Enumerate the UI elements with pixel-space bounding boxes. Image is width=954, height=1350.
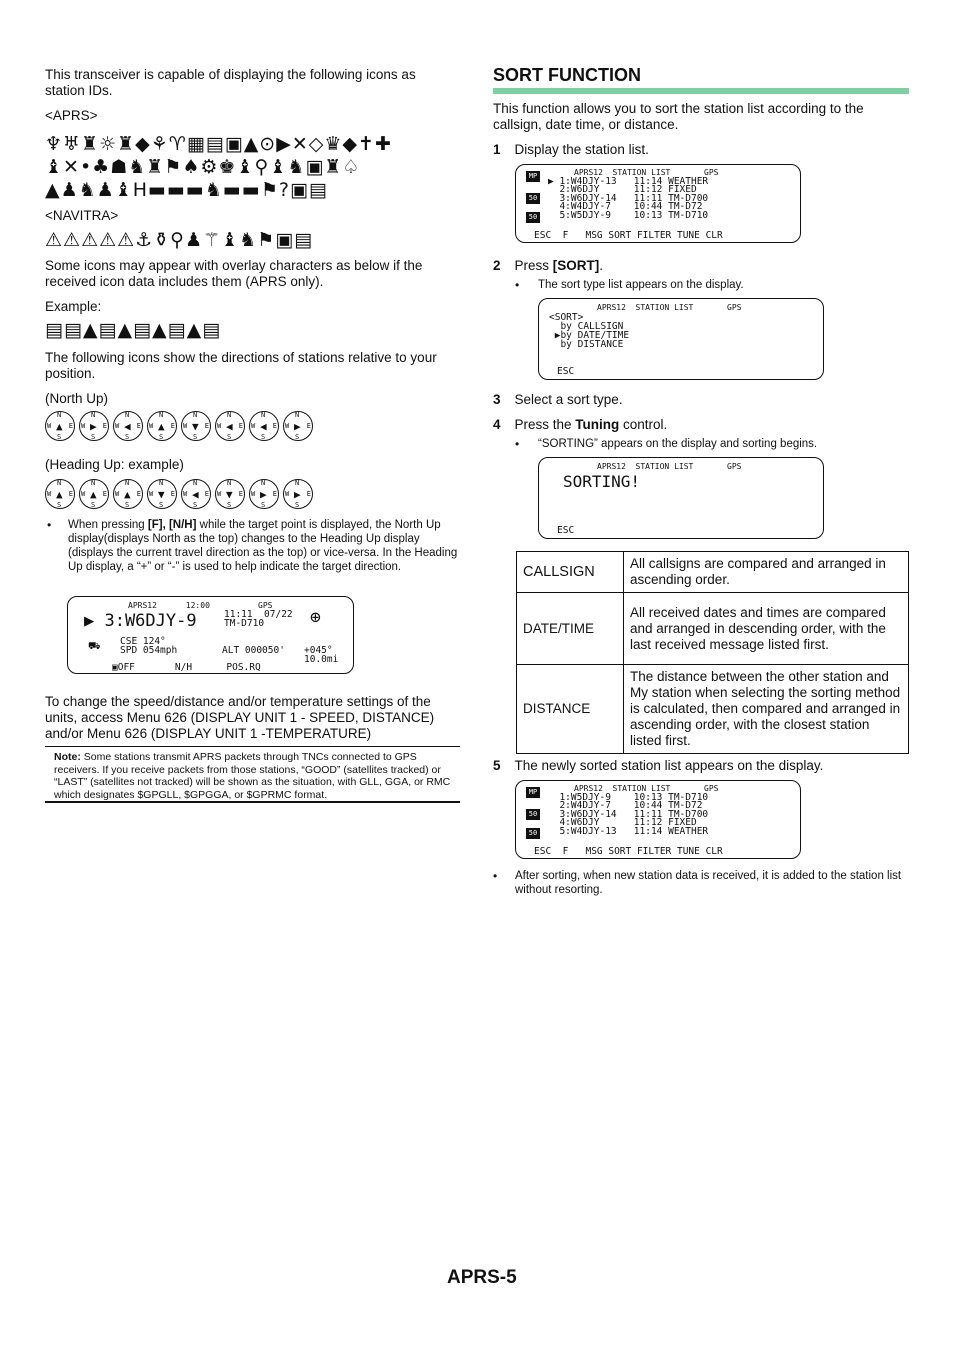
step-4-note: “SORTING” appears on the display and sorting begins.	[538, 438, 818, 450]
car-icon: ⛟	[88, 641, 101, 652]
table-desc: The distance between the other station and My station when selecting the sorting method is calculated, then compared and arranged in ascending order, with the closest station listed first.	[624, 665, 909, 754]
compass-direction-icon	[283, 479, 313, 509]
heading-up-label: (Heading Up: example)	[45, 457, 184, 472]
compass-letter: S	[193, 501, 198, 509]
lcd-header: APRS12 STATION LIST GPS	[574, 784, 719, 793]
compass-direction-icon	[147, 411, 177, 441]
badge: 50	[526, 193, 540, 204]
example-icons: ▤▤▲▤▲▤▲▤▲▤	[45, 319, 222, 341]
note-bottom-rule	[45, 801, 460, 803]
heading-up-icons	[45, 479, 313, 509]
compass-letter: E	[306, 490, 311, 498]
compass-letter: N	[125, 479, 130, 487]
compass-direction-icon	[147, 479, 177, 509]
compass-letter: W	[81, 490, 86, 498]
compass-letter: S	[261, 501, 266, 509]
compass-letter: E	[238, 490, 243, 498]
table-desc: All received dates and times are compared and arranged in descending order, with the last received message listed first.	[624, 593, 909, 665]
table-row	[517, 665, 909, 754]
lcd-header: APRS12 12:00 GPS	[128, 601, 273, 610]
compass-letter: E	[102, 422, 107, 430]
direction-text: The following icons show the directions of stations relative to your position.	[45, 350, 437, 381]
list-row: 2:W4DJY-7 10:44 TM-D72	[548, 800, 703, 811]
list-row: 5:W5DJY-9 10:13 TM-D710	[548, 210, 709, 221]
compass-letter: E	[68, 422, 73, 430]
table-key: DISTANCE	[517, 665, 624, 754]
intro-text: This transceiver is capable of displaying the following icons as station IDs.	[45, 67, 416, 98]
compass-letter: S	[159, 501, 164, 509]
compass-letter: S	[193, 433, 198, 441]
compass-letter: W	[81, 422, 86, 430]
mp-badge: MP	[526, 171, 540, 182]
north-heading-note: When pressing [F], [N/H] while the target point is displayed, the North Up display(displays North as the top) changes to the Heading Up display (displays the current travel direction as the top) or vice-versa. In the Heading Up display, a “+” or “-” is used to help indicate the target direction.	[68, 519, 458, 573]
sorting-display	[538, 457, 824, 539]
compass-letter: E	[136, 490, 141, 498]
compass-letter: W	[285, 490, 290, 498]
compass-letter: S	[295, 433, 300, 441]
compass-letter: E	[170, 490, 175, 498]
compass-letter: N	[159, 479, 164, 487]
bullet-dot: •	[47, 518, 52, 532]
compass-letter: E	[136, 422, 141, 430]
list-row: ▶ 1:W4DJY-13 11:14 WEATHER	[548, 176, 709, 187]
sorting-message: SORTING!	[563, 472, 641, 491]
compass-letter: N	[159, 411, 164, 419]
navitra-label: <NAVITRA>	[45, 208, 119, 223]
lcd-softkeys: ESC	[557, 366, 575, 377]
direction-arrow-icon: ◀	[260, 420, 267, 433]
direction-arrow-icon: ▶	[90, 420, 97, 433]
table-desc: All callsigns are compared and arranged in ascending order.	[624, 552, 909, 593]
unit-change-text: To change the speed/distance and/or temperature settings of the units, access Menu 626 (DISPLAY UNIT 1 - SPEED, DISTANCE) and/or Menu 626 (DISPLAY UNIT 1 -TEMPERATURE)	[45, 694, 435, 741]
compass-letter: W	[47, 422, 52, 430]
compass-letter: E	[204, 490, 209, 498]
compass-letter: N	[261, 479, 266, 487]
compass-letter: N	[227, 479, 232, 487]
compass-letter: S	[125, 433, 130, 441]
sort-option: ▶by DATE/TIME	[549, 330, 630, 341]
list-row: 3:W6DJY-14 11:11 TM-D700	[548, 809, 709, 820]
compass-letter: E	[102, 490, 107, 498]
compass-letter: S	[261, 433, 266, 441]
lcd-spd: SPD 054mph	[120, 645, 178, 656]
compass-letter: N	[295, 479, 300, 487]
list-row: 5:W4DJY-13 11:14 WEATHER	[548, 826, 709, 837]
direction-arrow-icon: ◀	[192, 488, 199, 501]
badge: 50	[526, 828, 540, 839]
compass-letter: S	[91, 433, 96, 441]
compass-direction-icon	[45, 411, 75, 441]
lcd-time: 11:11 07/22	[224, 609, 293, 620]
aprs-icons-row-2: ♝✕•♣☗♞♜⚑♠⚙♚♝⚲♝♞▣♜♤	[45, 156, 361, 178]
compass-letter: S	[295, 501, 300, 509]
compass-letter: E	[170, 422, 175, 430]
lcd-callsign: ▶ 3:W6DJY-9	[84, 611, 197, 631]
lcd-compass-icon: ⊕	[310, 607, 321, 628]
compass-direction-icon	[113, 411, 143, 441]
table-key: DATE/TIME	[517, 593, 624, 665]
compass-letter: S	[125, 501, 130, 509]
compass-direction-icon	[249, 479, 279, 509]
section-heading: SORT FUNCTION	[493, 65, 641, 85]
lcd-distance: 10.0mi	[304, 654, 339, 665]
compass-letter: N	[261, 411, 266, 419]
page-number: APRS-5	[447, 1267, 517, 1288]
compass-letter: W	[115, 490, 120, 498]
step-5: 5 The newly sorted station list appears on the display.	[493, 758, 824, 773]
list-row: 2:W6DJY 11:12 FIXED	[548, 184, 697, 195]
compass-letter: N	[91, 479, 96, 487]
mp-badge: MP	[526, 787, 540, 798]
example-label: Example:	[45, 299, 102, 314]
compass-letter: W	[47, 490, 52, 498]
gps-note: Note: Some stations transmit APRS packets through TNCs connected to GPS receivers. If you receive packets from those stations, “GOOD” (satellites tracked) or “LAST” (satellites not tracked) will be shown as the situation, with GLL, GGA, or RMC which designates $GPGLL, $GPGGA, or $GPRMC format.	[54, 751, 451, 801]
station-detail-display	[67, 596, 354, 674]
sort-title: <SORT>	[549, 312, 584, 323]
compass-letter: W	[149, 422, 154, 430]
compass-direction-icon	[79, 479, 109, 509]
direction-arrow-icon: ▲	[56, 420, 63, 433]
sort-method-table	[516, 551, 909, 754]
bullet-dot: •	[515, 437, 520, 451]
compass-letter: N	[125, 411, 130, 419]
compass-direction-icon	[79, 411, 109, 441]
compass-letter: W	[183, 422, 188, 430]
compass-letter: W	[285, 422, 290, 430]
lcd-softkeys: ▣OFF N/H POS.RQ	[112, 662, 261, 673]
direction-arrow-icon: ▼	[158, 488, 165, 501]
direction-arrow-icon: ▶	[294, 488, 301, 501]
north-up-label: (North Up)	[45, 391, 109, 406]
direction-arrow-icon: ▼	[226, 488, 233, 501]
table-row	[517, 593, 909, 665]
direction-arrow-icon: ▲	[158, 420, 165, 433]
heading-rule	[493, 88, 909, 94]
bullet-dot: •	[515, 278, 520, 292]
compass-letter: W	[251, 422, 256, 430]
compass-letter: W	[115, 422, 120, 430]
lcd-softkeys: ESC	[557, 525, 575, 536]
note-top-rule	[45, 746, 460, 747]
step-1: 1 Display the station list.	[493, 142, 649, 157]
compass-letter: S	[57, 501, 62, 509]
compass-letter: S	[159, 433, 164, 441]
step-3: 3 Select a sort type.	[493, 392, 623, 407]
compass-letter: S	[57, 433, 62, 441]
compass-letter: W	[183, 490, 188, 498]
north-up-icons	[45, 411, 313, 441]
lcd-header: APRS12 STATION LIST GPS	[597, 462, 742, 471]
compass-letter: W	[149, 490, 154, 498]
direction-arrow-icon: ▼	[192, 420, 199, 433]
badge: 50	[526, 212, 540, 223]
bullet-dot: •	[493, 869, 498, 883]
list-row: 1:W5DJY-9 10:13 TM-D710	[548, 792, 709, 803]
compass-letter: E	[238, 422, 243, 430]
direction-arrow-icon: ▶	[294, 420, 301, 433]
compass-direction-icon	[215, 479, 245, 509]
table-row	[517, 552, 909, 593]
aprs-label: <APRS>	[45, 108, 98, 123]
lcd-cse: CSE 124°	[120, 636, 166, 647]
direction-arrow-icon: ◀	[226, 420, 233, 433]
compass-direction-icon	[249, 411, 279, 441]
navitra-icons: ⚠⚠⚠⚠⚠⚓⚱⚲♟⚚♝♞⚑▣▤	[45, 229, 314, 251]
aprs-icons-row-3: ▲♟♞♟♝H▬▬▬♞▬▬⚑?▣▤	[45, 179, 328, 201]
lcd-alt: ALT 000050'	[222, 645, 285, 656]
compass-direction-icon	[45, 479, 75, 509]
compass-letter: E	[272, 490, 277, 498]
step-2-note: The sort type list appears on the display.	[538, 279, 744, 291]
sort-option: by DISTANCE	[549, 339, 624, 350]
compass-letter: N	[57, 411, 62, 419]
compass-letter: W	[217, 490, 222, 498]
step-4: 4 Press the Tuning control.	[493, 417, 668, 432]
lcd-header: APRS12 STATION LIST GPS	[574, 168, 719, 177]
compass-letter: N	[193, 479, 198, 487]
list-row: 4:W4DJY-7 10:44 TM-D72	[548, 201, 703, 212]
direction-arrow-icon: ▲	[90, 488, 97, 501]
sort-intro: This function allows you to sort the station list according to the callsign, date time, or distance.	[493, 101, 864, 132]
sort-type-display	[538, 298, 824, 380]
step-5-note: After sorting, when new station data is received, it is added to the station list without resorting.	[515, 870, 902, 896]
sort-option: by CALLSIGN	[549, 321, 624, 332]
lcd-model: TM-D710	[224, 618, 265, 629]
table-key: CALLSIGN	[517, 552, 624, 593]
compass-letter: N	[295, 411, 300, 419]
compass-letter: E	[68, 490, 73, 498]
compass-direction-icon	[113, 479, 143, 509]
compass-direction-icon	[215, 411, 245, 441]
aprs-icons-row-1: ♆♅♜☼♜◆⚘♈▦▤▣▲⊙▶✕◇♛◆✝✚	[45, 133, 392, 155]
compass-letter: E	[306, 422, 311, 430]
lcd-header: APRS12 STATION LIST GPS	[597, 303, 742, 312]
compass-letter: N	[57, 479, 62, 487]
list-row: 4:W6DJY 11:12 FIXED	[548, 817, 697, 828]
direction-arrow-icon: ◀	[124, 420, 131, 433]
list-row: 3:W6DJY-14 11:11 TM-D700	[548, 193, 709, 204]
overlay-text: Some icons may appear with overlay characters as below if the received icon data includes them (APRS only).	[45, 258, 423, 289]
step-2: 2 Press [SORT].	[493, 258, 604, 273]
direction-arrow-icon: ▲	[56, 488, 63, 501]
direction-arrow-icon: ▶	[260, 488, 267, 501]
badge: 50	[526, 809, 540, 820]
compass-letter: E	[204, 422, 209, 430]
compass-letter: N	[193, 411, 198, 419]
compass-letter: W	[251, 490, 256, 498]
compass-letter: S	[227, 501, 232, 509]
lcd-softkeys: ESC F MSG SORT FILTER TUNE CLR	[534, 846, 723, 857]
compass-direction-icon	[283, 411, 313, 441]
compass-letter: N	[91, 411, 96, 419]
compass-letter: S	[227, 433, 232, 441]
direction-arrow-icon: ▲	[124, 488, 131, 501]
compass-letter: N	[227, 411, 232, 419]
compass-letter: E	[272, 422, 277, 430]
compass-direction-icon	[181, 479, 211, 509]
compass-letter: W	[217, 422, 222, 430]
lcd-softkeys: ESC F MSG SORT FILTER TUNE CLR	[534, 230, 723, 241]
station-list-display	[515, 164, 801, 243]
lcd-bearing: +045°	[304, 645, 333, 656]
sorted-list-display	[515, 780, 801, 859]
compass-direction-icon	[181, 411, 211, 441]
compass-letter: S	[91, 501, 96, 509]
